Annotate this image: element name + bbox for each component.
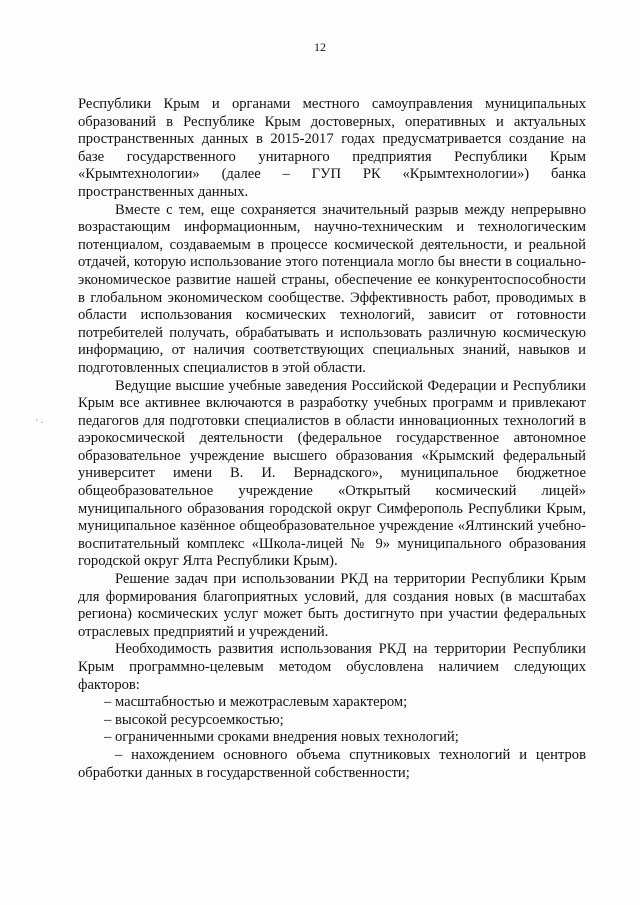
list-item xyxy=(78,729,586,747)
list-item xyxy=(78,694,586,712)
list-item-text: масштабностью и межотраслевым характером; xyxy=(115,694,408,711)
factors-list xyxy=(78,694,586,782)
paragraph: Решение задач при использовании РКД на территории Республики Крым для формирования благоприятных условий, для создания новых (в масштабах региона) космических услуг может быть достигнуто при участии федеральных отраслевых предприятий и учреждений. xyxy=(78,571,586,640)
list-item xyxy=(78,747,586,782)
list-dash: – xyxy=(115,746,123,763)
paragraph: Республики Крым и органами местного самоуправления муниципальных образований в Республике Крым достоверных, оперативных и актуальных пространственных данных в 2015-2017 годах предусматривается создание на базе государственного унитарного предприятия Республики Крым «Крымтехнологии» (далее – ГУП РК «Крымтехнологии») банка пространственных данных. xyxy=(78,96,586,200)
list-item-text: нахождением основного объема спутниковых технологий и центров обработки данных в государственной собственности; xyxy=(78,746,586,781)
margin-mark: ' · xyxy=(36,418,44,429)
document-body xyxy=(78,96,586,782)
list-item-text: ограниченными сроками внедрения новых технологий; xyxy=(115,729,459,746)
paragraph: Вместе с тем, еще сохраняется значительный разрыв между непрерывно возрастающим информационным, научно-техническим и технологическим потенциалом, создаваемым в процессе космической деятельности, и реальной отдачей, которую использование этого потенциала могло бы внести в социально-экономическое развитие нашей страны, обеспечение ее конкурентоспособности в глобальном экономическом сообществе. Эффективность работ, проводимых в области использования космических технологий, зависит от готовности потребителей получать, обрабатывать и использовать различную космическую информацию, от наличия соответствующих специальных знаний, навыков и подготовленных специалистов в этой области. xyxy=(78,201,586,376)
paragraph: Ведущие высшие учебные заведения Российской Федерации и Республики Крым все активнее включаются в разработку учебных программ и привлекают педагогов для подготовки специалистов в области инновационных технологий в аэрокосмической деятельности (федеральное государственное автономное образовательное учреждение высшего образования «Крымский федеральный университет имени В. И. Вернадского», муниципальное бюджетное общеобразовательное учреждение «Открытый космический лицей» муниципального образования городской округ Симферополь Республики Крым, муниципальное казённое общеобразовательное учреждение «Ялтинский учебно-воспитательный комплекс «Школа-лицей № 9» муниципального образования городской округ Ялта Республики Крым). xyxy=(78,377,586,570)
list-dash: – xyxy=(104,694,112,711)
list-item-text: высокой ресурсоемкостью; xyxy=(115,711,284,728)
paragraph: Необходимость развития использования РКД на территории Республики Крым программно-целевым методом обусловлена наличием следующих факторов: xyxy=(78,641,586,693)
list-dash: – xyxy=(104,711,112,728)
page-number: 12 xyxy=(314,40,326,54)
list-dash: – xyxy=(104,729,112,746)
list-item xyxy=(78,712,586,730)
